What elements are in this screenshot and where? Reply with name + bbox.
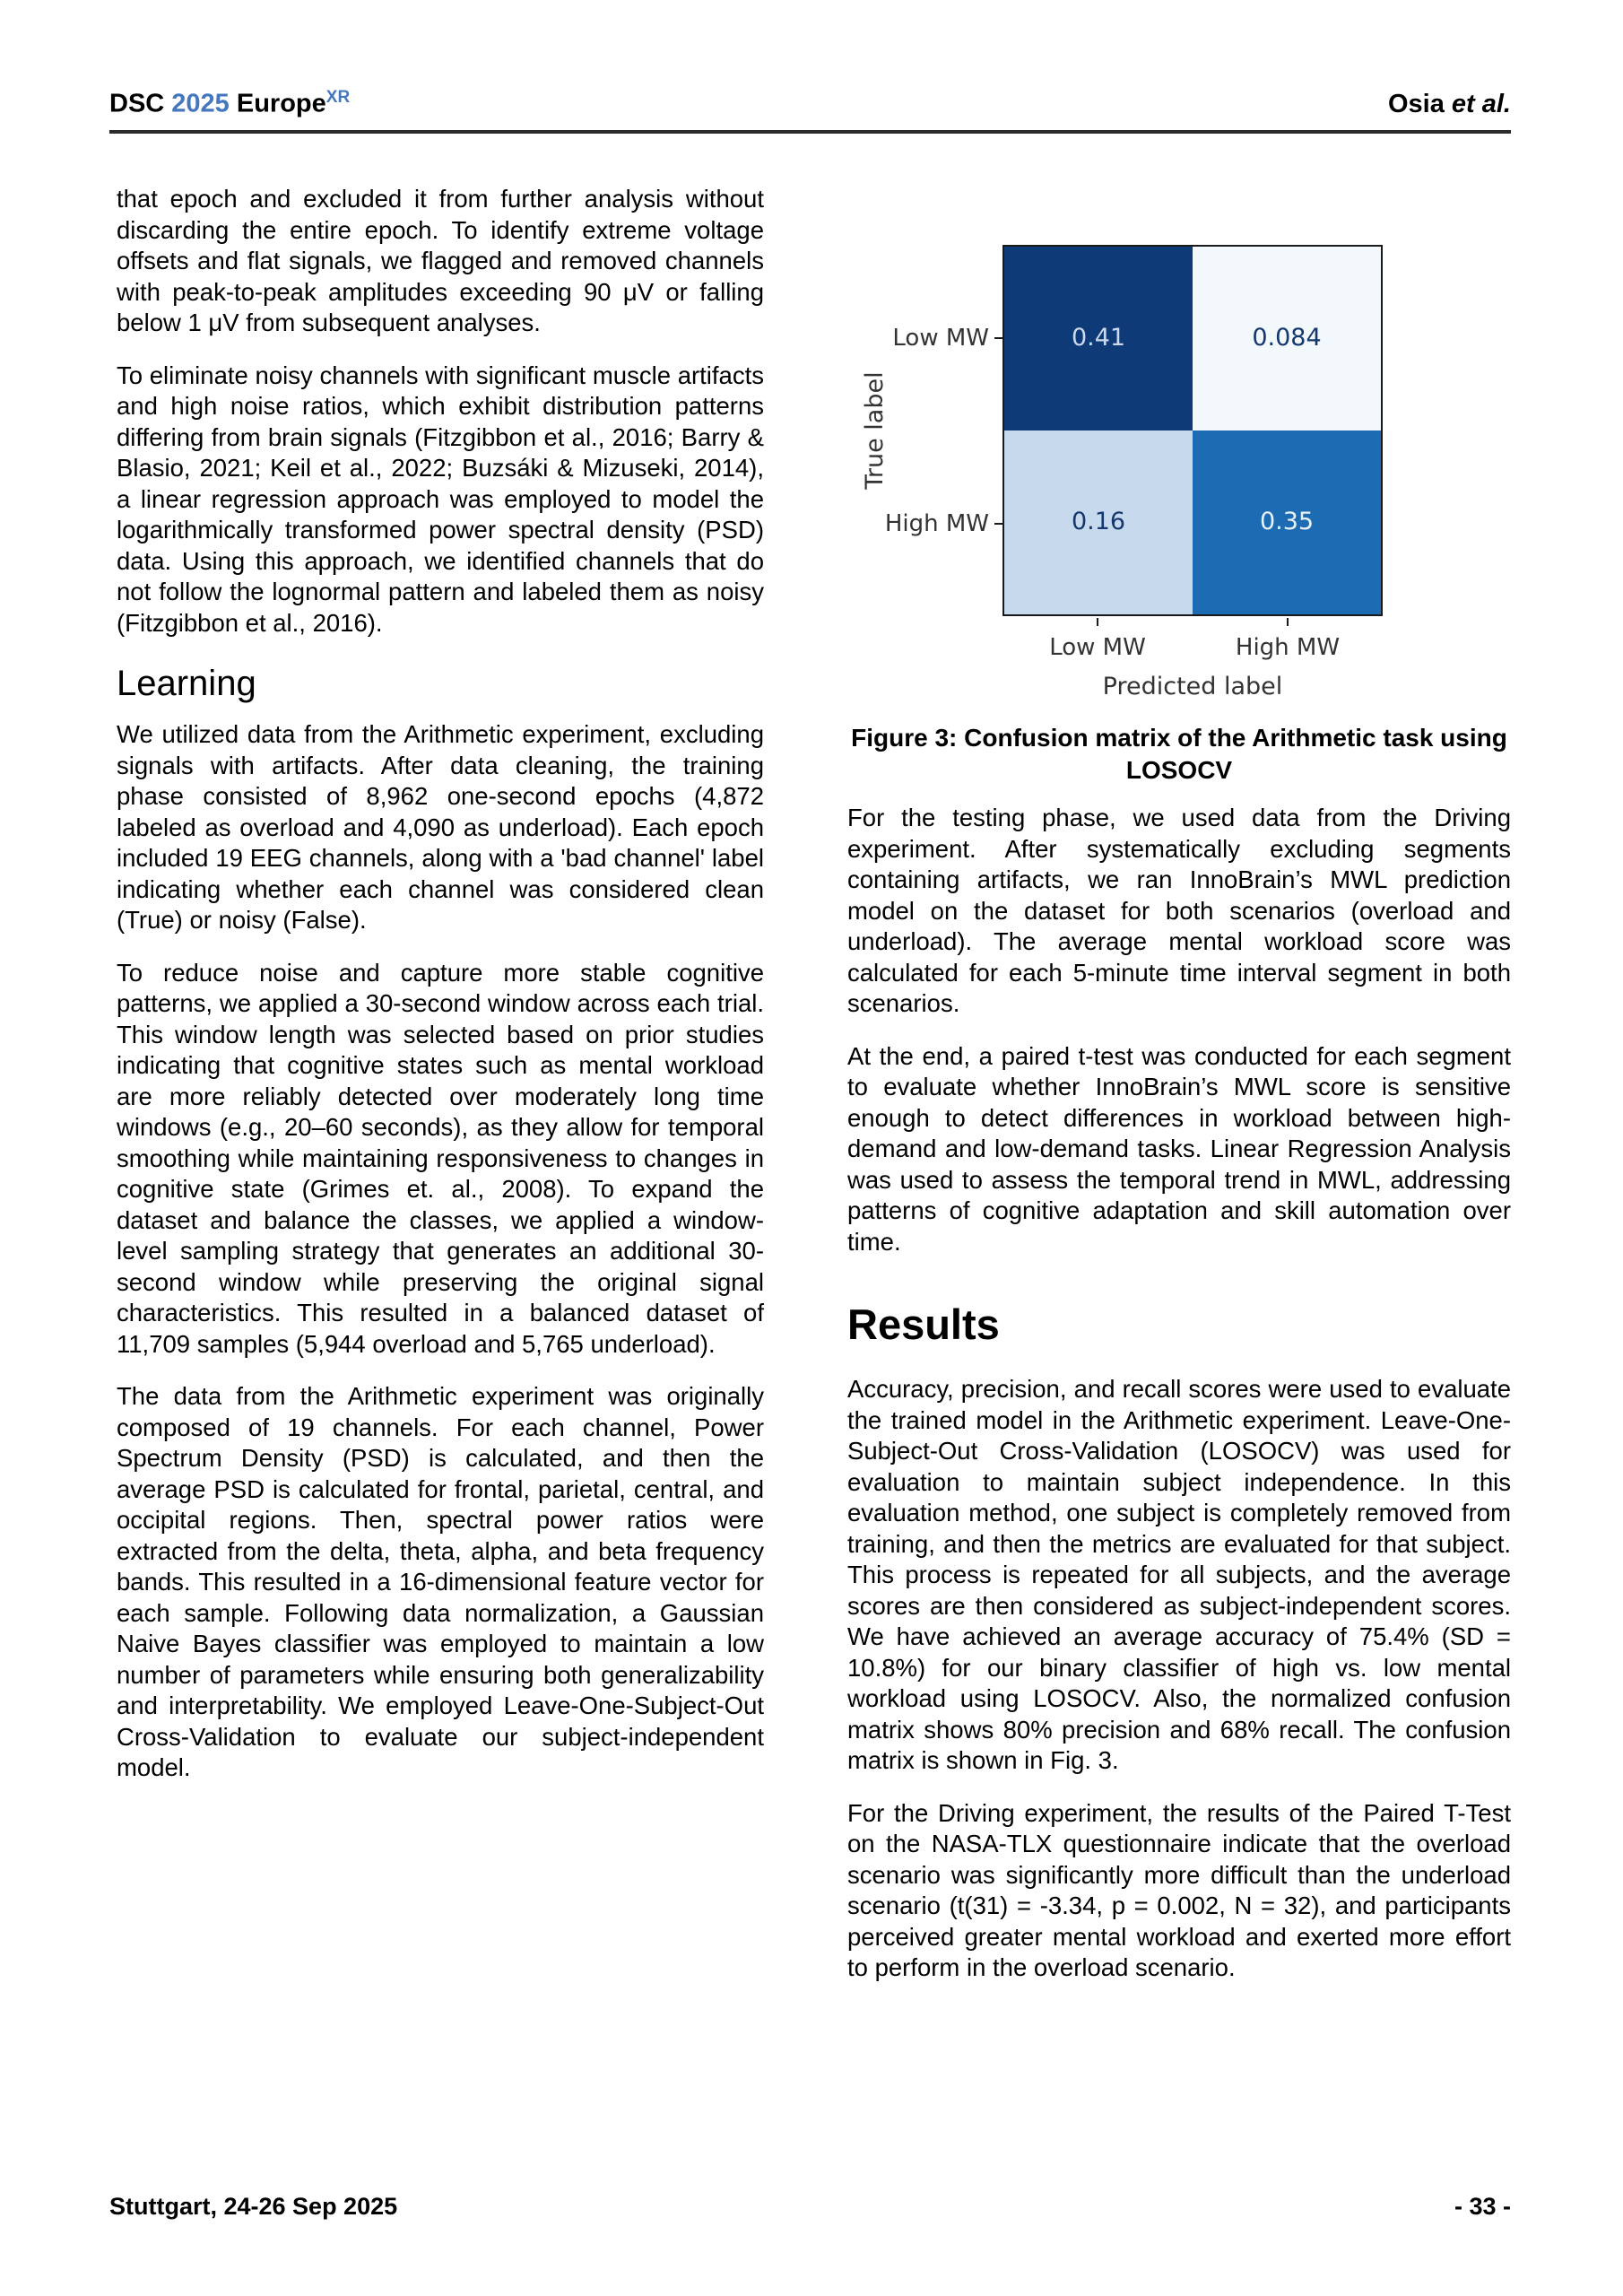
x-tick-mark bbox=[1287, 618, 1289, 626]
page-footer bbox=[109, 2193, 1511, 2221]
figure-caption-line1: Figure 3: Confusion matrix of the Arithmetic task using bbox=[851, 724, 1507, 752]
matrix-cell-true-low-pred-high: 0.084 bbox=[1193, 247, 1381, 430]
matrix-cell-true-high-pred-high: 0.35 bbox=[1193, 430, 1381, 614]
matrix-cell-true-high-pred-low: 0.16 bbox=[1004, 430, 1193, 614]
paragraph: Accuracy, precision, and recall scores were used to evaluate the trained model in the Arithmetic experiment. Leave-One-Subject-Out Cross-Validation (LOSOCV) was used for evaluation to maintain subject independence. In this evaluation method, one subject is completely removed from training, and then the metrics are evaluated for that subject. This process is repeated for all subjects, and the average scores are then considered as subject-independent scores. We have achieved an average accuracy of 75.4% (SD = 10.8%) for our binary classifier of high vs. low mental workload using LOSOCV. Also, the normalized confusion matrix shows 80% precision and 68% recall. The confusion matrix is shown in Fig. 3. bbox=[847, 1375, 1511, 1774]
right-column bbox=[847, 184, 1511, 2005]
paragraph: We utilized data from the Arithmetic experiment, excluding signals with artifacts. After data cleaning, the training phase consisted of 8,962 one-second epochs (4,872 labeled as overload and 4,090 as underload). Each epoch included 19 EEG channels, along with a 'bad channel' label indicating whether each channel was considered clean (True) or noisy (False). bbox=[117, 720, 764, 934]
y-tick-mark bbox=[994, 523, 1002, 525]
x-tick-label-low-mw: Low MW bbox=[1049, 634, 1146, 661]
left-column bbox=[117, 184, 764, 1805]
matrix-cell-true-low-pred-low: 0.41 bbox=[1004, 247, 1193, 430]
y-tick-label-high-mw: High MW bbox=[884, 510, 989, 537]
confusion-matrix-figure bbox=[847, 184, 1511, 722]
x-tick-mark bbox=[1097, 618, 1098, 626]
brand-year: 2025 bbox=[171, 89, 230, 118]
footer-page-number: - 33 - bbox=[1454, 2193, 1511, 2220]
figure-caption-line2: LOSOCV bbox=[1125, 756, 1233, 784]
paragraph: For the testing phase, we used data from the Driving experiment. After systematically excluding segments containing artifacts, we ran InnoBrain’s MWL prediction model on the dataset for both scenarios (overload and underload). The average mental workload score was calculated for each 5-minute time interval segment in both scenarios. bbox=[847, 804, 1511, 1017]
y-axis-label: True label bbox=[861, 371, 889, 490]
brand-prefix: DSC bbox=[109, 89, 172, 118]
paragraph: that epoch and excluded it from further analysis without discarding the entire epoch. To identify extreme voltage offsets and flat signals, we flagged and removed channels with peak-to-peak amplitudes exceeding 90 μV or falling below 1 μV from subsequent analyses. bbox=[117, 185, 764, 336]
conference-brand bbox=[109, 88, 350, 119]
paragraph: At the end, a paired t-test was conducted for each segment to evaluate whether InnoBrain’s MWL score is sensitive enough to detect differences in workload between high-demand and low-demand tasks. Linear Regression Analysis was used to assess the temporal trend in MWL, addressing patterns of cognitive adaptation and skill automation over time. bbox=[847, 1041, 1511, 1256]
brand-suffix: Europe bbox=[229, 89, 326, 118]
y-tick-label-low-mw: Low MW bbox=[892, 325, 989, 352]
confusion-matrix-plot bbox=[1002, 245, 1383, 616]
page-header bbox=[109, 88, 1511, 134]
paragraph: The data from the Arithmetic experiment was originally composed of 19 channels. For each channel, Power Spectrum Density (PSD) is calculated, and then the average PSD is calculated for frontal, parietal, central, and occipital regions. Then, spectral power ratios were extracted from the delta, theta, alpha, and beta frequency bands. This resulted in a 16-dimensional feature vector for each sample. Following data normalization, a Gaussian Naive Bayes classifier was employed to maintain a low number of parameters while ensuring both generalizability and interpretability. We employed Leave-One-Subject-Out Cross-Validation to evaluate our subject-independent model. bbox=[117, 1382, 764, 1781]
section-heading-results: Results bbox=[847, 1300, 1000, 1348]
running-author bbox=[1388, 90, 1511, 119]
footer-venue: Stuttgart, 24-26 Sep 2025 bbox=[109, 2193, 398, 2220]
paragraph: To eliminate noisy channels with significant muscle artifacts and high noise ratios, which exhibit distribution patterns differing from brain signals (Fitzgibbon et al., 2016; Barry & Blasio, 2021; Keil et al., 2022; Buzsáki & Mizuseki, 2014), a linear regression approach was employed to model the logarithmically transformed power spectral density (PSD) data. Using this approach, we identified channels that do not follow the lognormal pattern and labeled them as noisy (Fitzgibbon et al., 2016). bbox=[117, 361, 764, 637]
x-axis-label: Predicted label bbox=[1102, 673, 1283, 700]
author-etal: et al. bbox=[1451, 89, 1511, 118]
paragraph: For the Driving experiment, the results of the Paired T-Test on the NASA-TLX questionnaire indicate that the overload scenario was significantly more difficult than the underload scenario (t(31) = -3.34, p = 0.002, N = 32), and participants perceived greater mental workload and exerted more effort to perform in the overload scenario. bbox=[847, 1798, 1511, 1981]
x-tick-label-high-mw: High MW bbox=[1235, 634, 1341, 661]
paragraph: To reduce noise and capture more stable cognitive patterns, we applied a 30-second window across each trial. This window length was selected based on prior studies indicating that cognitive states such as mental workload are more reliably detected over moderately long time windows (e.g., 20–60 seconds), as they allow for temporal smoothing while maintaining responsiveness to changes in cognitive state (Grimes et. al., 2008). To expand the dataset and balance the classes, we applied a window-level sampling strategy that generates an additional 30-second window while preserving the original signal characteristics. This resulted in a balanced dataset of 11,709 samples (5,944 overload and 5,765 underload). bbox=[117, 958, 764, 1358]
figure-caption bbox=[847, 722, 1511, 787]
y-tick-mark bbox=[994, 337, 1002, 339]
section-heading-learning: Learning bbox=[117, 664, 256, 703]
brand-superscript: XR bbox=[325, 88, 351, 107]
author-name: Osia bbox=[1387, 89, 1452, 118]
